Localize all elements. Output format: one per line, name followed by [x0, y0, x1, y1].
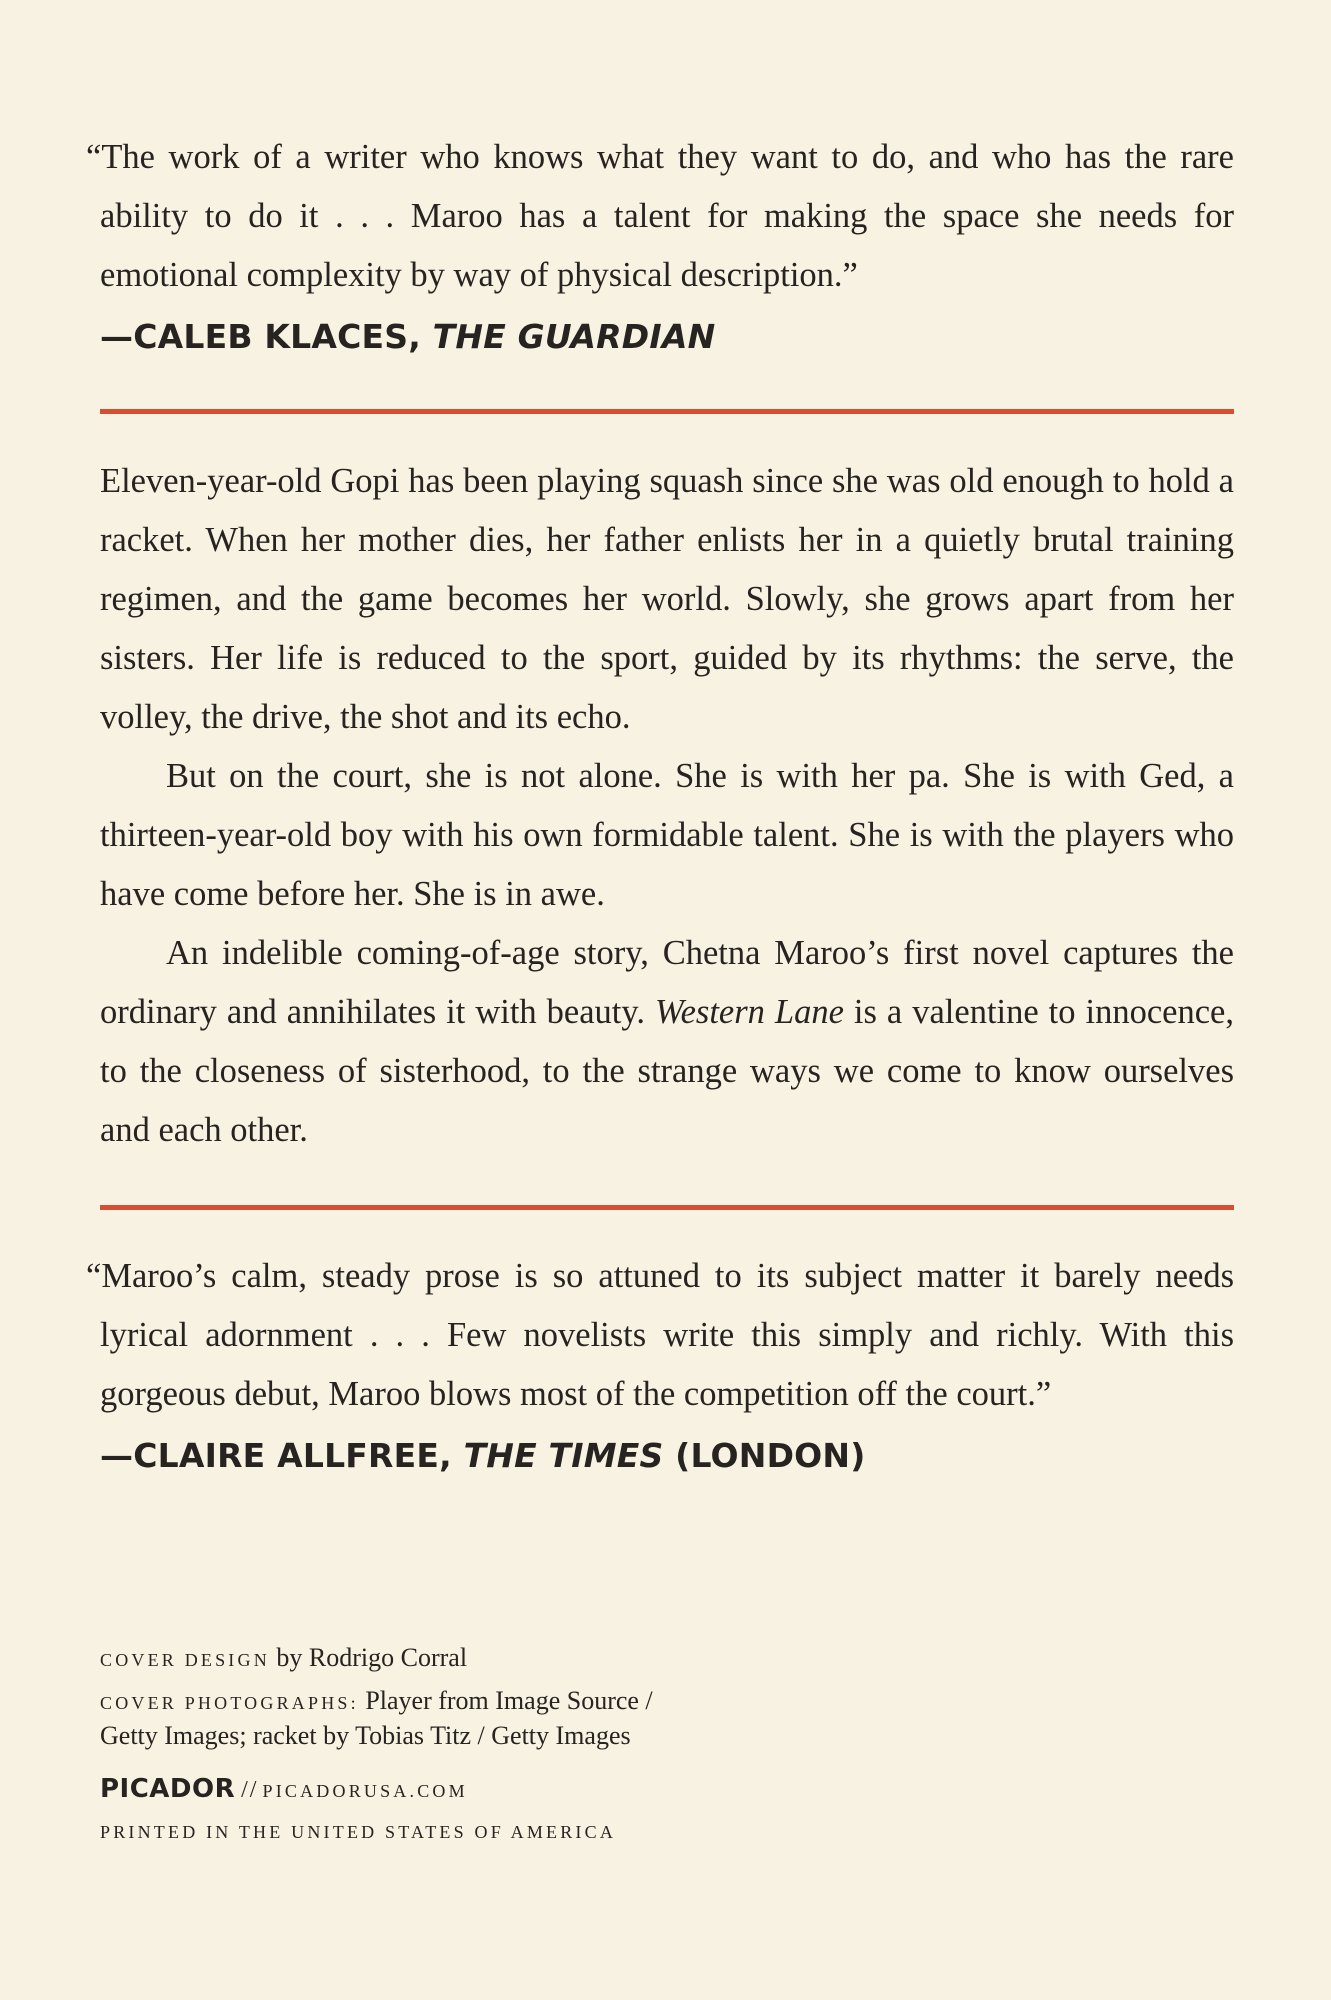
cover-photographs-credit: [100, 1683, 653, 1721]
back-cover: [86, 0, 1234, 2000]
credit-value: Player from Image Source /: [358, 1686, 653, 1715]
printed-in-line: PRINTED IN THE UNITED STATES OF AMERICA: [100, 1822, 617, 1842]
cover-photographs-credit-continued: Getty Images; racket by Tobias Titz / Getty Images: [100, 1721, 631, 1750]
description-paragraph: [100, 924, 1234, 1160]
credit-label: COVER PHOTOGRAPHS:: [100, 1693, 359, 1713]
reviewer-name: —CLAIRE ALLFREE,: [100, 1436, 464, 1475]
description-text: is a valentine to innocence, to the closeness of sisterhood, to the strange ways we come to know ourselves and each other.: [100, 993, 1234, 1149]
publisher-line: [100, 1771, 468, 1809]
divider-rule: [100, 1205, 1234, 1210]
cover-design-credit: [100, 1640, 467, 1678]
review-attribution-times: [100, 1434, 866, 1478]
divider-rule: [100, 409, 1234, 414]
publication-name: THE TIMES: [463, 1436, 664, 1475]
publisher-website: PICADORUSA.COM: [262, 1781, 468, 1801]
reviewer-name: —CALEB KLACES,: [100, 317, 433, 356]
description-paragraph: But on the court, she is not alone. She is with her pa. She is with Ged, a thirteen-year-old boy with his own formidable talent. She is with the players who have come before her. She is in awe.: [100, 757, 1234, 913]
description-text: An indelible coming-of-age story, Chetna Maroo’s first novel captures the ordinary and annihilates it with beauty.: [100, 934, 1234, 1031]
publication-location: (LONDON): [663, 1436, 866, 1475]
publisher-logo-text: PICADOR: [100, 1774, 236, 1804]
description-paragraph: Eleven-year-old Gopi has been playing squash since she was old enough to hold a racket. When her mother dies, her father enlists her in a quietly brutal training regimen, and the game becomes her world. Slowly, she grows apart from her sisters. Her life is reduced to the sport, guided by its rhythms: the serve, the volley, the drive, the shot and its echo.: [100, 462, 1234, 736]
review-attribution-guardian: [100, 315, 715, 359]
review-quote-guardian: “The work of a writer who knows what they want to do, and who has the rare ability to do it . . . Maroo has a talent for making the space she needs for emotional complexity by way of physical description.”: [86, 138, 1234, 294]
book-title: Western Lane: [655, 993, 844, 1031]
book-description: [100, 452, 1234, 1160]
publication-name: THE GUARDIAN: [432, 317, 716, 356]
credit-label: COVER DESIGN: [100, 1650, 270, 1670]
credit-value: by Rodrigo Corral: [269, 1643, 468, 1672]
separator: //: [241, 1777, 259, 1803]
review-quote-times: “Maroo’s calm, steady prose is so attuned to its subject matter it barely needs lyrical adornment . . . Few novelists write this simply and richly. With this gorgeous debut, Maroo blows most of the competition off the court.”: [86, 1257, 1234, 1413]
